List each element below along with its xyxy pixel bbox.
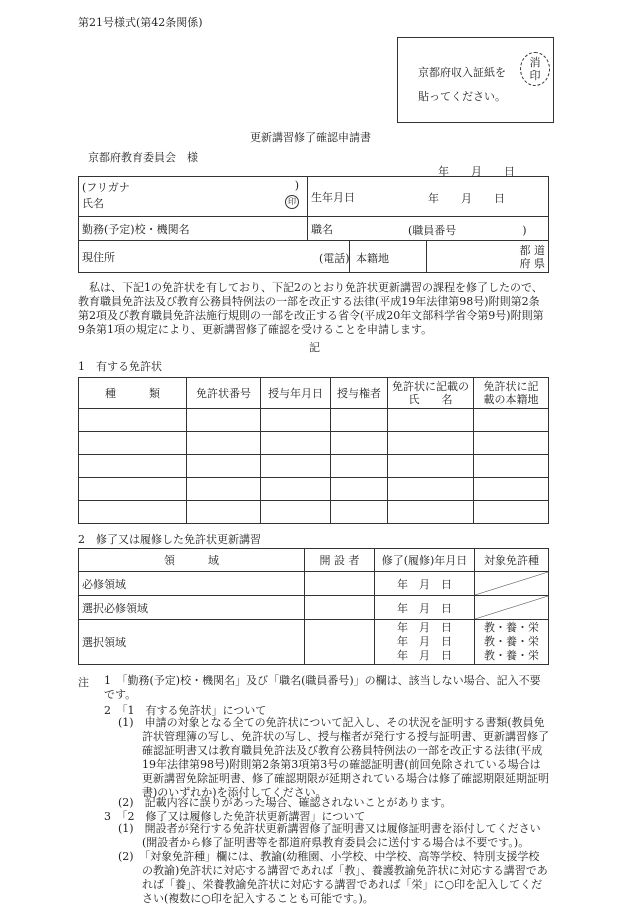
table-row <box>79 572 549 596</box>
date-line: 年 月 日 <box>397 621 452 634</box>
date-cell[interactable]: 年 月 日 <box>375 572 475 596</box>
table-cell[interactable] <box>187 409 261 432</box>
table-cell[interactable] <box>261 501 331 524</box>
school-label: 勤務(予定)校・機関名 <box>82 222 190 236</box>
note-2: 2 「1 有する免許状」について <box>104 704 267 717</box>
table-cell[interactable] <box>474 432 549 455</box>
applicant-table <box>78 176 549 273</box>
license-table <box>78 377 549 524</box>
table-cell[interactable] <box>187 455 261 478</box>
header-provider: 開 設 者 <box>305 549 375 572</box>
note-3-2: (2) 「対象免許種」欄には、教諭(幼稚園、小学校、中学校、高等学校、特別支援学校の教諭)免許状に対応する講習であれば「教」、養護教諭免許状に対応する講習であれば「養」、栄養教諭免許状に対応する講習であれば「栄」に○印を記入してください(複数に○印を記入することも可能です。)。 <box>118 850 548 905</box>
phone-label: (電話) <box>319 252 350 265</box>
header-type: 種 類 <box>79 378 187 409</box>
birthdate-label: 生年月日 <box>311 190 355 204</box>
table-cell[interactable] <box>79 409 187 432</box>
table-row <box>79 432 549 455</box>
table-cell[interactable] <box>79 432 187 455</box>
name-cell[interactable] <box>79 177 308 217</box>
table-row <box>79 501 549 524</box>
table-cell[interactable] <box>388 501 474 524</box>
table-cell[interactable] <box>261 409 331 432</box>
table-cell[interactable] <box>331 455 388 478</box>
table-cell[interactable] <box>474 501 549 524</box>
table-cell[interactable] <box>187 432 261 455</box>
stamp-instruction-1: 京都府収入証紙を <box>418 66 506 79</box>
note-2-1: (1) 申請の対象となる全ての免許状について記入し、その状況を証明する書類(教員免許状管理簿の写し、免許状の写し、授与権者が発行する授与証明書、更新講習修了確認証明書又は教育職員免許法及び教育公務員特例法の一部を改正する法律(平成19年法律第98号)附則第2条第3項第3号の確認証明書(前回免除されている場合は更新講習免除証明書、修了確認期限が延期されている場合は修了確認期限延期証明書)のいずれか)を添付してください。 <box>118 716 549 799</box>
table-cell[interactable] <box>261 455 331 478</box>
staff-number-label: (職員番号 ) <box>408 224 527 237</box>
table-cell[interactable] <box>388 478 474 501</box>
type-label: 教・養・栄 <box>484 635 539 648</box>
license-type-na <box>475 572 549 596</box>
table-cell[interactable] <box>474 455 549 478</box>
date-cell-multi[interactable] <box>375 620 475 665</box>
address-label: 現住所 <box>82 250 115 264</box>
prefecture-cell[interactable] <box>427 241 549 273</box>
header-license-no: 免許状番号 <box>187 378 261 409</box>
table-cell[interactable] <box>79 501 187 524</box>
date-cell[interactable]: 年 月 日 <box>375 596 475 620</box>
header-domicile-on-license: 免許状に記 載の本籍地 <box>474 378 549 409</box>
header-name-on-license: 免許状に記載の 氏 名 <box>388 378 474 409</box>
table-cell[interactable] <box>331 501 388 524</box>
provider-cell[interactable] <box>305 596 375 620</box>
table-cell[interactable] <box>388 409 474 432</box>
application-date: 年 月 日 <box>438 165 515 178</box>
license-type-na <box>475 596 549 620</box>
personal-seal-icon: 印 <box>285 195 299 209</box>
table-cell[interactable] <box>331 478 388 501</box>
addressee: 京都府教育委員会 様 <box>88 151 198 164</box>
area-selected-required: 選択必修領域 <box>79 596 305 620</box>
birthdate-cell[interactable] <box>308 177 549 217</box>
area-required: 必修領域 <box>79 572 305 596</box>
table-cell[interactable] <box>261 478 331 501</box>
provider-cell[interactable] <box>305 572 375 596</box>
section1-title: 1 有する免許状 <box>78 360 162 373</box>
table-cell[interactable] <box>187 478 261 501</box>
table-row <box>79 620 549 665</box>
area-elective: 選択領域 <box>79 620 305 665</box>
license-type-cell[interactable] <box>475 620 549 665</box>
date-line: 年 月 日 <box>397 635 452 648</box>
prefecture-line-2: 府 県 <box>519 256 545 270</box>
prefecture-line-1: 都 道 <box>519 243 545 257</box>
table-row <box>79 409 549 432</box>
revenue-stamp-box <box>397 37 554 123</box>
domicile-divider <box>349 241 351 273</box>
table-cell[interactable] <box>331 432 388 455</box>
cancel-seal-icon <box>520 52 550 86</box>
ki-heading: 記 <box>309 341 320 354</box>
seal-bottom-char: 印 <box>529 69 541 82</box>
furigana-close: ) <box>294 179 299 192</box>
table-cell[interactable] <box>388 455 474 478</box>
table-row <box>79 478 549 501</box>
header-area: 領 域 <box>79 549 305 572</box>
table-cell[interactable] <box>79 478 187 501</box>
application-statement: 私は、下記1の免許状を有しており、下記2のとおり免許状更新講習の課程を修了したので、教育職員免許法及び教育公務員特例法の一部を改正する法律(平成19年法律第98号)附則第2条第2項及び教育職員免許法施行規則の一部を改正する省令(平成20年文部科学省令第9号)附則第9条第1項の規定により、更新講習修了確認を受けることを申請します。 <box>78 281 544 336</box>
table-row <box>79 596 549 620</box>
birthdate-value: 年 月 日 <box>428 192 505 205</box>
name-label: 氏名 <box>82 197 104 210</box>
school-cell[interactable] <box>79 217 308 241</box>
table-cell[interactable] <box>79 455 187 478</box>
note-3: 3 「2 修了又は履修した免許状更新講習」について <box>104 810 366 823</box>
furigana-label: (フリガナ <box>82 181 130 194</box>
seal-top-char: 消 <box>529 56 541 69</box>
table-cell[interactable] <box>474 478 549 501</box>
header-completion-date: 修了(履修)年月日 <box>375 549 475 572</box>
stamp-instruction-2: 貼ってください。 <box>418 90 506 103</box>
header-grantor: 授与権者 <box>331 378 388 409</box>
table-cell[interactable] <box>261 432 331 455</box>
notes-lead: 注 <box>78 676 89 689</box>
section2-title: 2 修了又は履修した免許状更新講習 <box>78 533 261 546</box>
type-label: 教・養・栄 <box>484 649 539 662</box>
note-3-1: (1) 開設者が発行する免許状更新講習修了証明書又は履修証明書を添付してください(開設者から修了証明書等を都道府県教育委員会に送付する場合は不要です。)。 <box>118 822 541 849</box>
table-cell[interactable] <box>474 409 549 432</box>
provider-cell[interactable] <box>305 620 375 665</box>
table-cell[interactable] <box>187 501 261 524</box>
position-cell[interactable] <box>308 217 549 241</box>
table-row <box>79 455 549 478</box>
note-1: 1 「勤務(予定)校・機関名」及び「職名(職員番号)」の欄は、該当しない場合、記入不要です。 <box>104 674 541 701</box>
header-license-type: 対象免許種 <box>475 549 549 572</box>
type-label: 教・養・栄 <box>484 621 539 634</box>
header-grant-date: 授与年月日 <box>261 378 331 409</box>
form-number: 第21号様式(第42条関係) <box>78 16 203 29</box>
note-2-2: (2) 記載内容に誤りがあった場合、確認されないことがあります。 <box>118 796 452 809</box>
domicile-label: 本籍地 <box>356 252 389 265</box>
date-line: 年 月 日 <box>397 649 452 662</box>
table-cell[interactable] <box>388 432 474 455</box>
address-cell[interactable] <box>79 241 427 273</box>
document-title: 更新講習修了確認申請書 <box>250 131 371 144</box>
position-label: 職名 <box>311 222 333 236</box>
table-cell[interactable] <box>331 409 388 432</box>
course-table <box>78 548 549 665</box>
